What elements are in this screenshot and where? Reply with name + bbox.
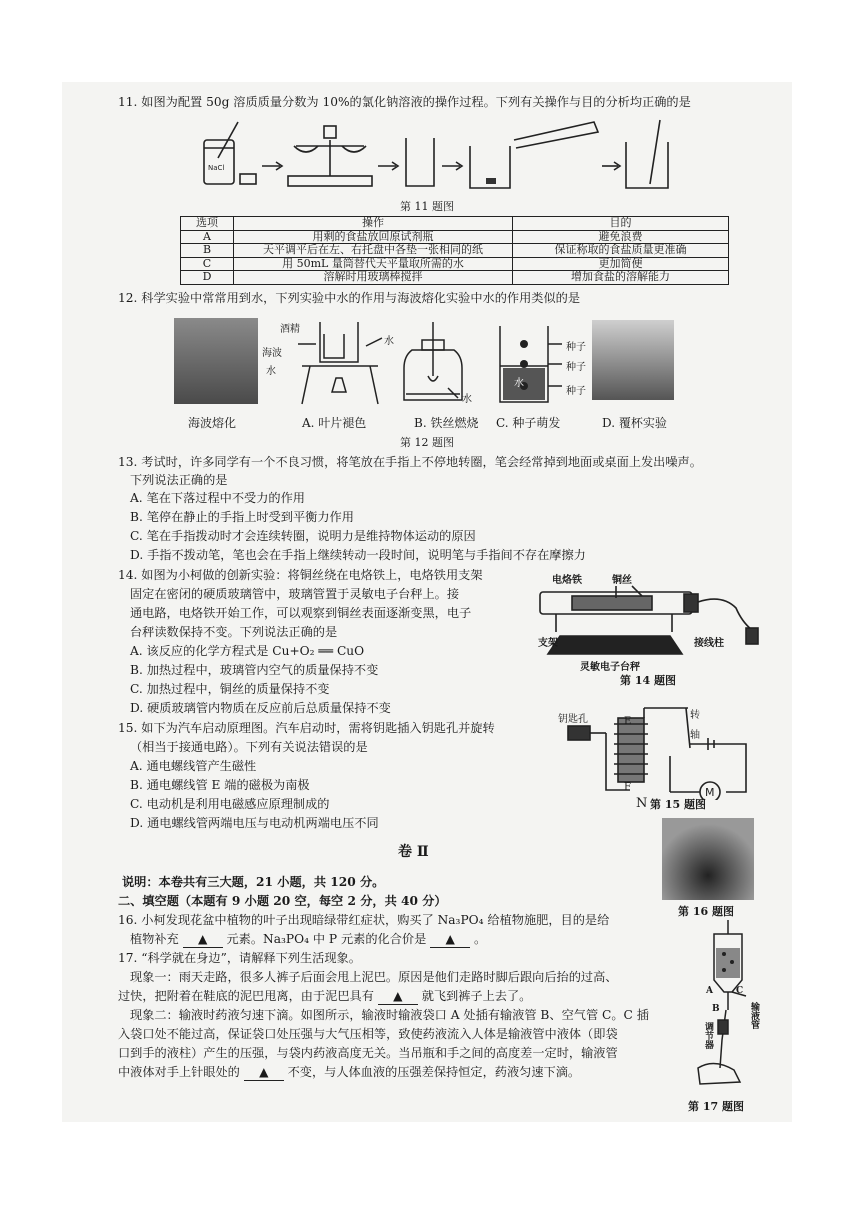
table-cell: 用 50mL 量筒替代天平量取所需的水 [234, 257, 513, 271]
n-label: N [636, 796, 648, 811]
q17-text: 中液体对手上针眼处的 [118, 1065, 240, 1079]
table-cell: D [181, 271, 234, 285]
q15-option: A. 通电螺线管产生磁性 [130, 759, 257, 773]
q17-line [118, 1064, 580, 1081]
q14-option: A. 该反应的化学方程式是 Cu+O₂ ══ CuO [130, 644, 365, 658]
nacl-label: NaCl [208, 164, 225, 172]
section-note: 说明：本卷共有三大题，21 小题，共 120 分。 [122, 875, 385, 889]
table-cell: C [181, 257, 234, 271]
section-title: 卷 Ⅱ [398, 844, 429, 860]
q13-stem: 13. 考试时，许多同学有一个不良习惯，将笔放在手指上不停地转圈，笔会经常掉到地面或桌面上发出噪声。 [118, 455, 702, 469]
tube-label: 输液管 [749, 1002, 759, 1029]
answer-blank[interactable]: ▲ [430, 931, 470, 948]
q16-caption: 第 16 题图 [678, 905, 734, 918]
q14-stem: 通电路，电烙铁开始工作，可以观察到铜丝表面逐渐变黑，电子 [130, 606, 472, 620]
q12-stem: 12. 科学实验中常常用到水，下列实验中水的作用与海波熔化实验中水的作用类似的是 [118, 291, 581, 305]
pivot-label-1: 转 [690, 710, 700, 721]
q14-stem: 固定在密闭的硬质玻璃管中，玻璃管置于灵敏电子台秤上。接 [130, 587, 460, 601]
q17-text: 就飞到裤子上去了。 [421, 989, 532, 1003]
table-header: 目的 [513, 217, 729, 231]
q13-option: C. 笔在手指拨动时才会连续转圈，说明力是维持物体运动的原因 [130, 529, 476, 543]
wire-label: 铜丝 [612, 575, 632, 586]
q16-text: 元素。Na₃PO₄ 中 P 元素的化合价是 [226, 932, 427, 946]
q15-figure [560, 696, 760, 800]
q11-table [180, 216, 729, 285]
q13-option: B. 笔停在静止的手指上时受到平衡力作用 [130, 510, 354, 524]
q17-line: 17. “科学就在身边”，请解释下列生活现象。 [118, 951, 361, 965]
water-label-3: 水 [462, 394, 472, 405]
part-heading: 二、填空题（本题有 9 小题 20 空，每空 2 分，共 40 分） [118, 894, 447, 908]
scale-label: 灵敏电子台秤 [580, 662, 640, 673]
regulator-label: 调节器 [703, 1022, 713, 1049]
q12-option-label: D. 覆杯实验 [602, 416, 667, 430]
q14-stem: 台秤读数保持不变。下列说法正确的是 [130, 625, 338, 639]
q15-stem: 15. 如下为汽车启动原理图。汽车启动时，需将钥匙插入钥匙孔并旋转 [118, 721, 495, 735]
q13-stem: 下列说法正确的是 [130, 473, 228, 487]
q17-line: 口到手的液柱）产生的压强，与袋内药液高度无关。当吊瓶和手之间的高度差一定时，输液管 [118, 1046, 618, 1060]
table-header: 选项 [181, 217, 234, 231]
stand-label: 支架 [538, 638, 558, 649]
table-cell: B [181, 244, 234, 258]
q17-text: 不变，与人体血液的压强差保持恒定，药液匀速下滴。 [287, 1065, 581, 1079]
q11-stem: 11. 如图为配置 50g 溶质质量分数为 10%的氯化钠溶液的操作过程。下列有关操作与目的分析均正确的是 [118, 95, 691, 109]
q14-stem: 14. 如图为小柯做的创新实验：将铜丝绕在电烙铁上，电烙铁用支架 [118, 568, 483, 582]
q16-text: 。 [474, 932, 487, 946]
q11-caption: 第 11 题图 [400, 200, 454, 213]
table-cell: 用剩的食盐放回原试剂瓶 [234, 230, 513, 244]
water-label-1: 水 [266, 366, 276, 377]
q13-option: D. 手指不拨动笔，笔也会在手指上继续转动一段时间，说明笔与手指间不存在摩擦力 [130, 548, 586, 562]
q16-line [130, 931, 486, 948]
q12-option-label: 海波熔化 [188, 416, 237, 430]
haibo-photo [174, 318, 258, 404]
q15-option: C. 电动机是利用电磁感应原理制成的 [130, 797, 330, 811]
q12-option-label: A. 叶片褪色 [302, 416, 367, 430]
q17-text: 过快，把附着在鞋底的泥巴甩离，由于泥巴具有 [118, 989, 374, 1003]
q16-text: 植物补充 [130, 932, 179, 946]
answer-blank[interactable]: ▲ [244, 1064, 284, 1081]
haibo-label: 海波 [262, 348, 282, 359]
iron-label: 电烙铁 [552, 575, 582, 586]
table-cell: 避免浪费 [513, 230, 729, 244]
q14-figure [532, 578, 772, 672]
pivot-label-2: 轴 [690, 730, 700, 741]
q11-figure [198, 118, 678, 196]
answer-blank[interactable]: ▲ [183, 931, 223, 948]
label-A: A [706, 986, 713, 996]
q17-line: 入袋口处不能过高，保证袋口处压强与大气压相等，致使药液流入人体是输液管中液体（即袋 [118, 1027, 618, 1041]
q13-option: A. 笔在下落过程中不受力的作用 [130, 491, 305, 505]
answer-blank[interactable]: ▲ [378, 988, 418, 1005]
jiujing-label: 酒精 [280, 324, 300, 335]
seed-label-1: 种子 [566, 342, 586, 353]
q14-option: B. 加热过程中，玻璃管内空气的质量保持不变 [130, 663, 379, 677]
q15-option: B. 通电螺线管 E 端的磁极为南极 [130, 778, 310, 792]
q17-caption: 第 17 题图 [688, 1100, 744, 1113]
table-row [181, 271, 729, 285]
table-cell: A [181, 230, 234, 244]
table-header-row [181, 217, 729, 231]
table-cell: 溶解时用玻璃棒搅拌 [234, 271, 513, 285]
q15-caption: 第 15 题图 [650, 798, 706, 811]
water-label-2: 水 [384, 336, 394, 347]
keyhole-label: 钥匙孔 [558, 714, 588, 725]
seed-label-3: 种子 [566, 386, 586, 397]
q14-option: C. 加热过程中，铜丝的质量保持不变 [130, 682, 330, 696]
label-B: B [712, 1004, 720, 1014]
q16-line: 16. 小柯发现花盆中植物的叶子出现暗绿带红症状，购买了 Na₃PO₄ 给植物施肥，目的是给 [118, 913, 610, 927]
f-label: F [624, 782, 631, 793]
label-C: C [736, 986, 744, 996]
q17-line: 现象二：输液时药液匀速下滴。如图所示，输液时输液袋口 A 处插有输液管 B、空气管 C。C 插 [130, 1008, 649, 1022]
q14-option: D. 硬质玻璃管内物质在反应前后总质量保持不变 [130, 701, 391, 715]
table-cell: 增加食盐的溶解能力 [513, 271, 729, 285]
motor-label: M [705, 786, 715, 799]
table-row [181, 244, 729, 258]
water-label-4: 水 [514, 378, 524, 389]
q15-option: D. 通电螺线管两端电压与电动机两端电压不同 [130, 816, 379, 830]
q12-option-label: C. 种子萌发 [496, 416, 561, 430]
q17-line: 现象一：雨天走路，很多人裤子后面会甩上泥巴。原因是他们走路时脚后跟向后抬的过高、 [130, 970, 618, 984]
table-header: 操作 [234, 217, 513, 231]
e-label: E [624, 716, 632, 727]
q17-line [118, 988, 531, 1005]
table-cell: 更加简便 [513, 257, 729, 271]
q15-stem: （相当于接通电路）。下列有关说法错误的是 [130, 740, 368, 754]
q14-caption: 第 14 题图 [620, 674, 676, 687]
seed-label-2: 种子 [566, 362, 586, 373]
table-cell: 天平调平后在左、右托盘中各垫一张相同的纸 [234, 244, 513, 258]
plant-photo [662, 818, 754, 900]
q12-caption: 第 12 题图 [400, 436, 454, 449]
q12-option-label: B. 铁丝燃烧 [414, 416, 479, 430]
cup-photo [592, 320, 674, 400]
table-row [181, 257, 729, 271]
table-row [181, 230, 729, 244]
post-label: 接线柱 [694, 638, 724, 649]
table-cell: 保证称取的食盐质量更准确 [513, 244, 729, 258]
